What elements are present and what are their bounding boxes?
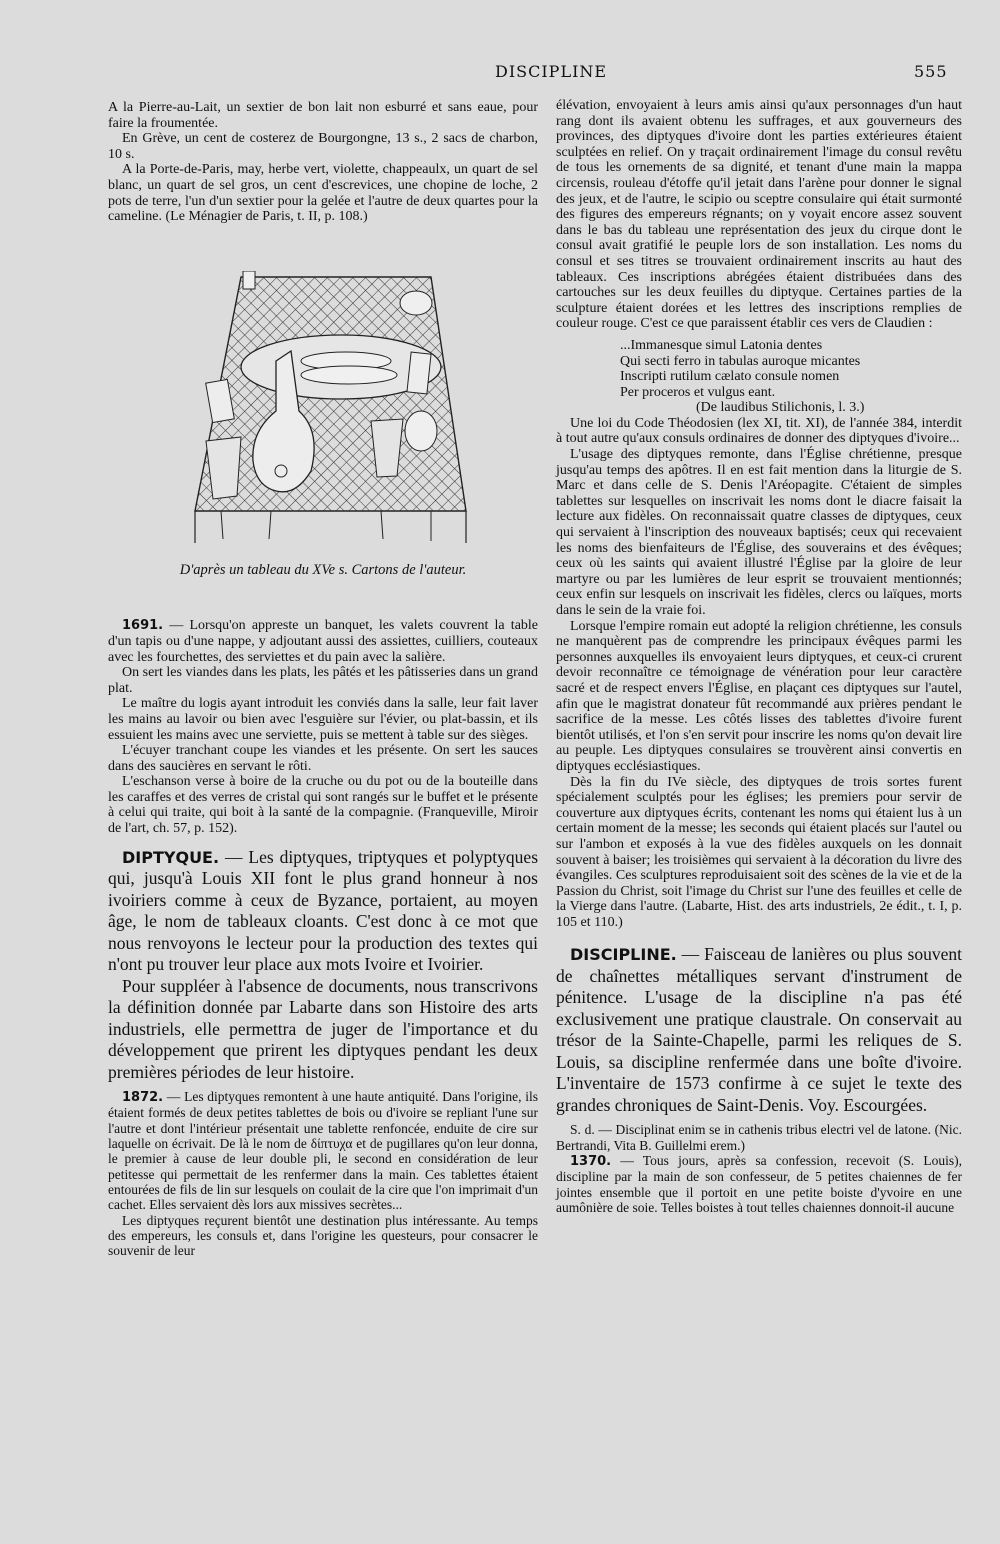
paragraph: L'écuyer tranchant coupe les viandes et les présente. On sert les sauces dans des saucières en servant le rôti. bbox=[108, 743, 538, 774]
banquet-table-illustration bbox=[181, 271, 471, 547]
paragraph: Le maître du logis ayant introduit les conviés dans la salle, leur fait laver les mains au lavoir ou bien avec l'esguière sur l'évier, ou plat-bassin, et ils essuient les mains avec une serviette, puis se mettent à table sur des sièges. bbox=[108, 696, 538, 743]
running-header: DISCIPLINE bbox=[495, 62, 608, 81]
paragraph: Les diptyques reçurent bientôt une destination plus intéressante. Au temps des empereurs, les consuls et, dans l'origine les questeurs, pour consacrer le souvenir de leur bbox=[108, 1212, 538, 1259]
paragraph: Une loi du Code Théodosien (lex XI, tit. XI), de l'année 384, interdit à tout autre qu'aux consuls ordinaires de donner des diptyques d'ivoire... bbox=[556, 415, 962, 447]
paragraph: 1370. — Tous jours, après sa confession, recevoit (S. Louis), discipline par la main de son confesseur, de 5 petites chaiennes de fer jointes ensemble que il portoit en une petite boiste d'yvoire en une aumônière de soie. Telles boistes à tout telles chaiennes donnoit-il aucune bbox=[556, 1153, 962, 1215]
paragraph: Pour suppléer à l'absence de documents, nous transcrivons la définition donnée par Labarte dans son Histoire des arts industriels, elle permettra de juger de l'importance et du développement que prirent les diptyques pendant les deux premières périodes de leur histoire. bbox=[108, 975, 538, 1082]
paragraph: 1691. — Lorsqu'on appreste un banquet, les valets couvrent la table d'un tapis ou d'une nappe, y adjoutant aussi des assiettes, cuilliers, couteaux avec les fourchettes, des serviettes et du pain avec la salière. bbox=[108, 618, 539, 665]
paragraph: On sert les viandes dans les plats, les pâtés et les pâtisseries dans un grand plat. bbox=[108, 665, 538, 696]
paragraph: élévation, envoyaient à leurs amis ainsi qu'aux personnages d'un haut rang dont ils avaient obtenu les suffrages, et aux gouverneurs des provinces, des diptyques d'ivoire dont les parties extérieures étaient sculptées en relief. On y traçait ordinairement l'image du consul revêtu de tous les ornements de sa dignité, et tenant d'une main la mappa circensis, rouleau d'étoffe qu'il jetait dans l'arène pour donner le signal des jeux, et de l'autre, le scipio ou sceptre consulaire qui était surmonté des figures des empereurs régnants; on y voyait encore assez souvent dans le bas du tableau une représentation des jeux du cirque dont le consul avait gratifié le peuple lors de son installation. Les noms du consul et ses titres se trouvaient ordinairement inscrits au haut des tableaux. Ces inscriptions abrégées étaient distribuées dans des cartouches sur les deux feuilles du diptyque. Certaines parties de la sculpture étaient dorées et les lettres des inscriptions remplies de couleur rouge. C'est ce que paraissent établir ces vers de Claudien : bbox=[556, 98, 962, 332]
verse-line: Qui secti ferro in tabulas auroque micantes bbox=[620, 353, 861, 369]
verse-quote bbox=[620, 338, 962, 416]
verse-line: Inscripti rutilum cælato consule nomen bbox=[620, 369, 840, 385]
paragraph: S. d. — Disciplinat enim se in cathenis tribus electri vel de latone. (Nic. Bertrandi, Vita B. Guillelmi erem.) bbox=[556, 1122, 962, 1153]
paragraph: DISCIPLINE. — Faisceau de lanières ou plus souvent de chaînettes métalliques servant d'instrument de pénitence. L'usage de la discipline n'a pas été exclusivement une pratique claustrale. On conservait au trésor de la Sainte-Chapelle, parmi les reliques de S. Louis, sa discipline renfermée dans une boîte d'ivoire. L'inventaire de 1573 confirme à ce sujet le texte des grandes chroniques de Saint-Denis. Voy. Escourgées. bbox=[556, 944, 962, 1115]
entry-heading: DISCIPLINE. bbox=[570, 945, 677, 965]
paragraph: 1872. — Les diptyques remontent à une haute antiquité. Dans l'origine, ils étaient formés de deux petites tablettes de bois ou d'ivoire se repliant l'une sur l'autre et dont l'intérieur présentait une tablette renfoncée, enduite de cire sur laquelle on écrivait. De là le nom de δίπτυχα et de pugillares qu'on leur donna, le premier à cause de leur double pli, le second en considération de leur petitesse qui permettait de les renfermer dans la main. Ces tablettes étaient entourées de fils de lin sur lesquels on coulait de la cire que l'on imprimait d'un cachet. Elles servaient dès lors aux missives secrètes... bbox=[108, 1089, 538, 1213]
entry-heading: DIPTYQUE. bbox=[122, 847, 220, 867]
right-column bbox=[556, 98, 962, 1215]
paragraph: L'usage des diptyques remonte, dans l'Église chrétienne, presque jusqu'au temps des apôtres. Il en est fait mention dans la liturgie de S. Marc et dans celle de S. Denis l'Aréopagite. C'étaient de simples tablettes sur lesquelles on inscrivait les noms dont le diacre faisait la lecture aux fidèles. On reconnaissait quatre classes de diptyques, ceux qui servaient à l'inscription des nouveaux baptisés; ceux qui recevaient les noms des bienfaiteurs de l'Église, des souverains et des évêques; ceux où les saints qui avaient illustré l'Église par la gloire de leur martyre ou par les lumières de leur esprit se trouvaient mentionnés; ceux enfin sur lesquels on inscrivait les fidèles, clercs ou laïques, morts dans le sein de la vraie foi. bbox=[556, 447, 962, 618]
page-number: 555 bbox=[914, 62, 948, 81]
paragraph: En Grève, un cent de costerez de Bourgongne, 13 s., 2 sacs de charbon, 10 s. bbox=[108, 131, 538, 162]
paragraph: A la Pierre-au-Lait, un sextier de bon lait non esburré et sans eaue, pour faire la froumentée. bbox=[108, 100, 538, 131]
verse-source: (De laudibus Stilichonis, l. 3.) bbox=[696, 400, 865, 416]
verse-line: Per proceros et vulgus eant. bbox=[620, 384, 776, 400]
left-column bbox=[108, 100, 538, 1258]
section-number: 1691. bbox=[122, 618, 164, 634]
paragraph: Dès la fin du IVe siècle, des diptyques de trois sortes furent spécialement sculptés pour les églises; les premiers pour servir de couverture aux diptyques écrits, contenant les noms qui étaient lus à un certain moment de la messe; les seconds qui étaient placés sur l'autel ou sur l'ambon et exposés à la vue des fidèles auxquels on les donnait souvent à baiser; les troisièmes qui servaient à la décoration du livre des évangiles. Ces sculptures reproduisaient soit des scènes de la vie et de la Passion du Christ, soit l'image du Christ sur l'une des feuilles et celle de la Vierge dans l'autre. (Labarte, Hist. des arts industriels, 2e édit., t. I, p. 105 et 110.) bbox=[556, 774, 962, 930]
paragraph: A la Porte-de-Paris, may, herbe vert, violette, chappeaulx, un quart de sel blanc, un quart de sel gros, un cent d'escrevices, une chopine de loche, 2 pots de terre, l'un d'un sextier pour la gelée et l'autre de deux quartes pour la cameline. (Le Ménagier de Paris, t. II, p. 108.) bbox=[108, 162, 538, 225]
section-number: 1872. bbox=[122, 1090, 164, 1106]
paragraph: L'eschanson verse à boire de la cruche ou du pot ou de la bouteille dans les caraffes et des verres de cristal qui sont rangés sur le buffet et le présente à celui qui traite, qui boit à la santé de la compagnie. (Franqueville, Miroir de l'art, ch. 57, p. 152). bbox=[108, 774, 538, 837]
paragraph: Lorsque l'empire romain eut adopté la religion chrétienne, les consuls ne manquèrent pas de comprendre les principaux évêques parmi les personnes auxquelles ils envoyaient leurs diptyques, et ceux-ci crurent devoir reconnaître ce témoignage de vénération pour leur caractère sacré et de respect envers l'Église, en plaçant ces diptyques sur l'autel, afin que le magistrat donateur fût recommandé aux prières pendant le sacrifice de la messe. Les côtés lisses des tablettes d'ivoire furent bientôt utilisés, et l'on s'en servit pour inscrire les noms qu'on devait lire au peuple. Les diptyques consulaires se trouvèrent ainsi convertis en diptyques ecclésiastiques. bbox=[556, 618, 962, 774]
section-number: 1370. bbox=[570, 1154, 612, 1170]
paragraph: DIPTYQUE. — Les diptyques, triptyques et polyptyques qui, jusqu'à Louis XII font le plus grand honneur à nos ivoiriers comme à ceux de Byzance, portaient, au moyen âge, le nom de tableaux cloants. C'est donc à ce mot que nous renvoyons le lecteur pour la production des textes qui n'ont pu trouver leur place aux mots Ivoire et Ivoirier. bbox=[108, 846, 539, 975]
figure-caption: D'après un tableau du XVe s. Cartons de l'auteur. bbox=[179, 561, 467, 578]
verse-line: ...Immanesque simul Latonia dentes bbox=[620, 337, 823, 353]
